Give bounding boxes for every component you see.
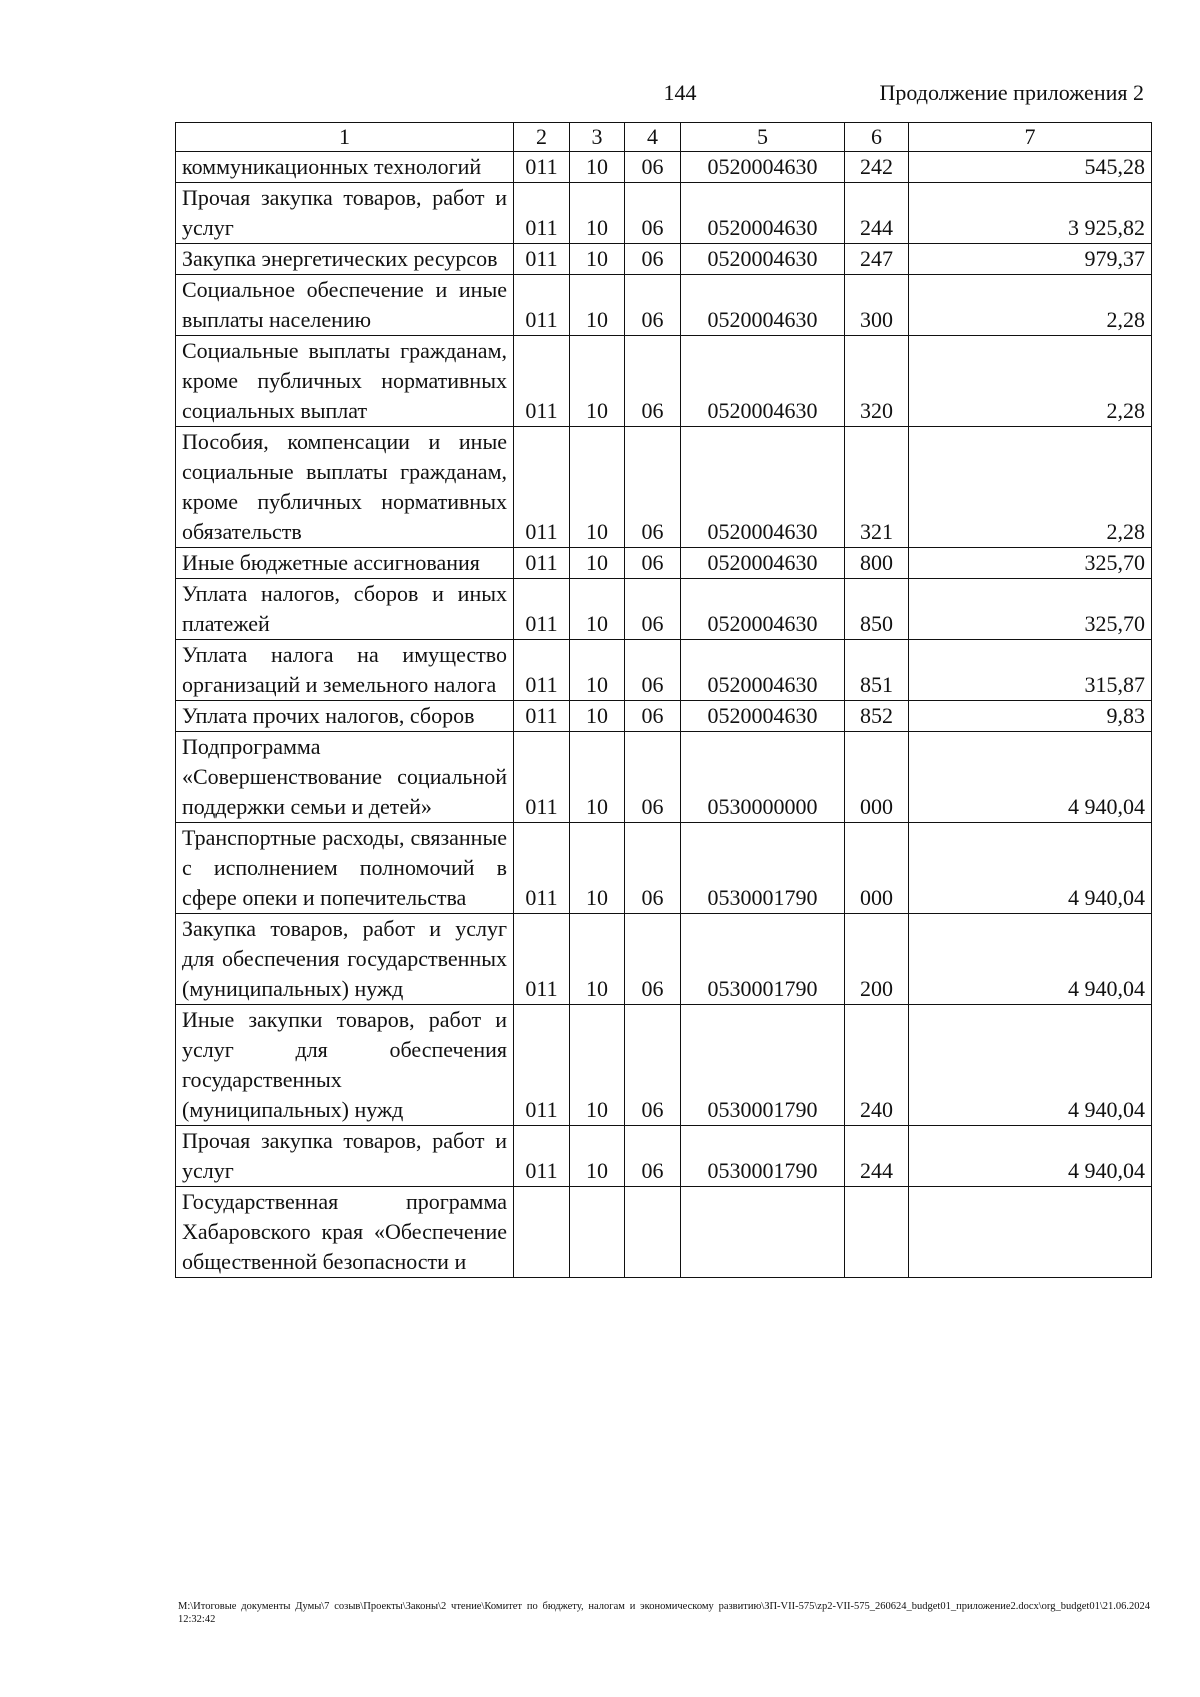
row-target-article: 0530000000 [681, 732, 845, 823]
row-ministry: 011 [514, 732, 570, 823]
row-subsection: 06 [625, 275, 681, 336]
row-subsection: 06 [625, 244, 681, 275]
column-header: 5 [681, 123, 845, 152]
row-name: Прочая закупка товаров, работ и услуг [176, 1126, 514, 1187]
table-row [176, 640, 1152, 701]
row-section: 10 [570, 427, 625, 548]
row-name: Иные закупки товаров, работ и услуг для обеспечения государственных (муниципальных) нужд [176, 1005, 514, 1126]
row-name: Социальное обеспечение и иные выплаты населению [176, 275, 514, 336]
row-name: Уплата налога на имущество организаций и земельного налога [176, 640, 514, 701]
row-ministry: 011 [514, 336, 570, 427]
row-target-article: 0520004630 [681, 244, 845, 275]
row-name: Уплата прочих налогов, сборов [176, 701, 514, 732]
row-target-article: 0530001790 [681, 1126, 845, 1187]
row-subsection: 06 [625, 336, 681, 427]
row-ministry: 011 [514, 427, 570, 548]
row-expense-type: 242 [845, 152, 909, 183]
row-name: Прочая закупка товаров, работ и услуг [176, 183, 514, 244]
column-header: 7 [909, 123, 1152, 152]
table-row [176, 336, 1152, 427]
table-row [176, 732, 1152, 823]
row-section: 10 [570, 579, 625, 640]
row-subsection: 06 [625, 732, 681, 823]
row-amount: 9,83 [909, 701, 1152, 732]
row-expense-type: 321 [845, 427, 909, 548]
row-ministry: 011 [514, 701, 570, 732]
row-expense-type: 240 [845, 1005, 909, 1126]
row-subsection: 06 [625, 823, 681, 914]
table-row [176, 1005, 1152, 1126]
row-amount: 4 940,04 [909, 823, 1152, 914]
row-expense-type: 244 [845, 1126, 909, 1187]
row-section: 10 [570, 1005, 625, 1126]
row-expense-type: 244 [845, 183, 909, 244]
row-section: 10 [570, 640, 625, 701]
column-header: 3 [570, 123, 625, 152]
table-row [176, 427, 1152, 548]
row-section: 10 [570, 275, 625, 336]
column-header: 4 [625, 123, 681, 152]
row-name: Подпрограмма «Совершенствование социальной поддержки семьи и детей» [176, 732, 514, 823]
row-subsection: 06 [625, 1005, 681, 1126]
file-path-footer: M:\Итоговые документы Думы\7 созыв\Проекты\Законы\2 чтение\Комитет по бюджету, налогам и экономическому развитию\ЗП-VII-575\zp2-VII-575_260624_budget01_приложение2.docx\org_budget01\21.06.2024 12:32:42 [178, 1601, 1150, 1625]
row-ministry: 011 [514, 640, 570, 701]
column-header: 2 [514, 123, 570, 152]
row-target-article: 0520004630 [681, 548, 845, 579]
row-ministry: 011 [514, 152, 570, 183]
row-section: 10 [570, 152, 625, 183]
row-amount: 545,28 [909, 152, 1152, 183]
row-amount: 315,87 [909, 640, 1152, 701]
table-row [176, 914, 1152, 1005]
row-ministry: 011 [514, 914, 570, 1005]
row-ministry: 011 [514, 1005, 570, 1126]
row-ministry: 011 [514, 244, 570, 275]
table-row [176, 1126, 1152, 1187]
row-target-article: 0530001790 [681, 823, 845, 914]
row-subsection: 06 [625, 701, 681, 732]
table-row [176, 244, 1152, 275]
row-amount: 4 940,04 [909, 1005, 1152, 1126]
continuation-label: Продолжение приложения 2 [879, 80, 1144, 105]
row-name: Транспортные расходы, связанные с исполнением полномочий в сфере опеки и попечительства [176, 823, 514, 914]
row-ministry: 011 [514, 579, 570, 640]
row-target-article: 0520004630 [681, 183, 845, 244]
row-amount [909, 1187, 1152, 1278]
row-subsection: 06 [625, 1126, 681, 1187]
table-row [176, 152, 1152, 183]
page-number: 144 [663, 80, 697, 105]
row-ministry: 011 [514, 183, 570, 244]
row-target-article: 0520004630 [681, 701, 845, 732]
row-amount: 3 925,82 [909, 183, 1152, 244]
table-row [176, 823, 1152, 914]
row-amount: 2,28 [909, 336, 1152, 427]
row-section: 10 [570, 914, 625, 1005]
row-amount: 979,37 [909, 244, 1152, 275]
row-subsection: 06 [625, 152, 681, 183]
table-row [176, 1187, 1152, 1278]
row-name: Закупка товаров, работ и услуг для обеспечения государственных (муниципальных) нужд [176, 914, 514, 1005]
row-amount: 4 940,04 [909, 732, 1152, 823]
table-row [176, 183, 1152, 244]
row-subsection: 06 [625, 914, 681, 1005]
table-row [176, 548, 1152, 579]
row-ministry: 011 [514, 823, 570, 914]
column-header: 6 [845, 123, 909, 152]
row-section: 10 [570, 548, 625, 579]
row-name: Пособия, компенсации и иные социальные выплаты гражданам, кроме публичных нормативных обязательств [176, 427, 514, 548]
row-name: Уплата налогов, сборов и иных платежей [176, 579, 514, 640]
row-name: Государственная программа Хабаровского края «Обеспечение общественной безопасности и [176, 1187, 514, 1278]
row-ministry [514, 1187, 570, 1278]
row-expense-type: 320 [845, 336, 909, 427]
row-target-article [681, 1187, 845, 1278]
row-section [570, 1187, 625, 1278]
row-name: Закупка энергетических ресурсов [176, 244, 514, 275]
row-name: Социальные выплаты гражданам, кроме публичных нормативных социальных выплат [176, 336, 514, 427]
row-amount: 325,70 [909, 548, 1152, 579]
row-amount: 2,28 [909, 275, 1152, 336]
row-section: 10 [570, 183, 625, 244]
row-subsection: 06 [625, 640, 681, 701]
row-section: 10 [570, 244, 625, 275]
column-number-row [176, 123, 1152, 152]
row-name: Иные бюджетные ассигнования [176, 548, 514, 579]
row-section: 10 [570, 1126, 625, 1187]
row-section: 10 [570, 732, 625, 823]
row-ministry: 011 [514, 548, 570, 579]
row-target-article: 0520004630 [681, 427, 845, 548]
row-target-article: 0520004630 [681, 336, 845, 427]
row-target-article: 0520004630 [681, 152, 845, 183]
row-subsection: 06 [625, 183, 681, 244]
row-target-article: 0530001790 [681, 914, 845, 1005]
row-expense-type: 300 [845, 275, 909, 336]
row-expense-type: 852 [845, 701, 909, 732]
table-row [176, 579, 1152, 640]
row-subsection: 06 [625, 427, 681, 548]
row-amount: 4 940,04 [909, 914, 1152, 1005]
row-subsection: 06 [625, 548, 681, 579]
row-section: 10 [570, 701, 625, 732]
row-subsection [625, 1187, 681, 1278]
row-expense-type: 200 [845, 914, 909, 1005]
row-name: коммуникационных технологий [176, 152, 514, 183]
row-target-article: 0520004630 [681, 579, 845, 640]
row-subsection: 06 [625, 579, 681, 640]
row-expense-type: 247 [845, 244, 909, 275]
row-ministry: 011 [514, 275, 570, 336]
row-target-article: 0520004630 [681, 640, 845, 701]
budget-table [175, 122, 1152, 1278]
row-expense-type: 851 [845, 640, 909, 701]
row-expense-type: 800 [845, 548, 909, 579]
row-target-article: 0520004630 [681, 275, 845, 336]
row-expense-type: 850 [845, 579, 909, 640]
row-expense-type: 000 [845, 823, 909, 914]
column-header: 1 [176, 123, 514, 152]
row-amount: 325,70 [909, 579, 1152, 640]
table-row [176, 275, 1152, 336]
row-section: 10 [570, 336, 625, 427]
row-target-article: 0530001790 [681, 1005, 845, 1126]
row-expense-type: 000 [845, 732, 909, 823]
table-row [176, 701, 1152, 732]
row-expense-type [845, 1187, 909, 1278]
row-section: 10 [570, 823, 625, 914]
row-amount: 2,28 [909, 427, 1152, 548]
row-ministry: 011 [514, 1126, 570, 1187]
row-amount: 4 940,04 [909, 1126, 1152, 1187]
